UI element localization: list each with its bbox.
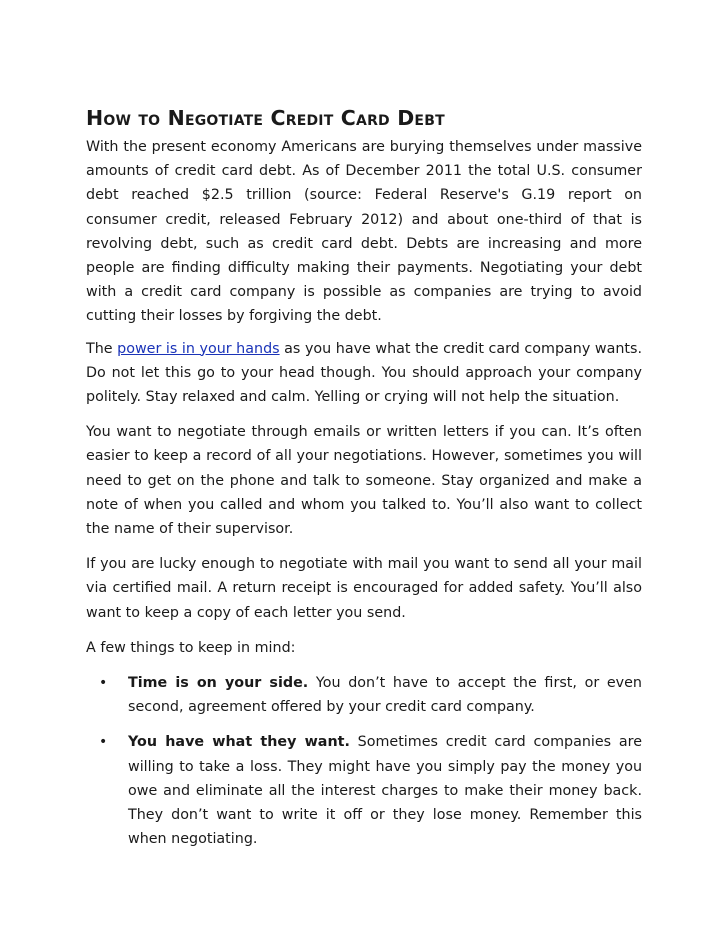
certified-mail-paragraph: If you are lucky enough to negotiate with mail you want to send all your mail via certified mail. A return receipt is encouraged for added safety. You’ll also want to keep a copy of each letter you send. xyxy=(86,556,642,621)
list-item-lead: You have what they want. xyxy=(128,734,350,751)
tips-list xyxy=(86,671,642,851)
power-paragraph xyxy=(86,337,642,410)
paragraph-text-after-link: as you have what the credit card company wants. Do not let this go to your head though. You should approach your company politely. Stay relaxed and calm. Yelling or crying will not help the situation. xyxy=(86,340,642,406)
list-item-text: You don’t have to accept the first, or even second, agreement offered by your credit card company. xyxy=(128,675,642,716)
intro-paragraph: With the present economy Americans are burying themselves under massive amounts of credit card debt. As of December 2011 the total U.S. consumer debt reached $2.5 trillion (source: Federal Reserve's G.19 report on consumer credit, released February 2012) and about one-third of that is revolving debt, such as credit card debt. Debts are increasing and more people are finding difficulty making their payments. Negotiating your debt with a credit card company is possible as companies are trying to avoid cutting their losses by forgiving the debt. xyxy=(86,139,642,325)
bullet-icon: • xyxy=(99,734,108,751)
list-item xyxy=(86,730,642,851)
list-intro: A few things to keep in mind: xyxy=(86,639,296,656)
list-item-lead: Time is on your side. xyxy=(128,675,309,692)
list-item xyxy=(86,671,642,719)
document-page xyxy=(86,104,642,862)
paragraph-text-before-link: The xyxy=(86,340,118,357)
negotiate-by-letter-paragraph: You want to negotiate through emails or written letters if you can. It’s often easier to keep a record of all your negotiations. However, sometimes you will need to get on the phone and talk to someone. Stay organized and make a note of when you called and whom you talked to. You’ll also want to collect the name of their supervisor. xyxy=(86,424,642,538)
list-item-text: Sometimes credit card companies are willing to take a loss. They might have you simply pay the money you owe and eliminate all the interest charges to make their money back. They don’t want to write it off or they lose money. Remember this when negotiating. xyxy=(128,734,642,848)
bullet-icon: • xyxy=(99,675,108,692)
power-is-in-your-hands-link[interactable]: power is in your hands xyxy=(117,340,280,357)
document-title: How to Negotiate Credit Card Debt xyxy=(86,106,445,130)
